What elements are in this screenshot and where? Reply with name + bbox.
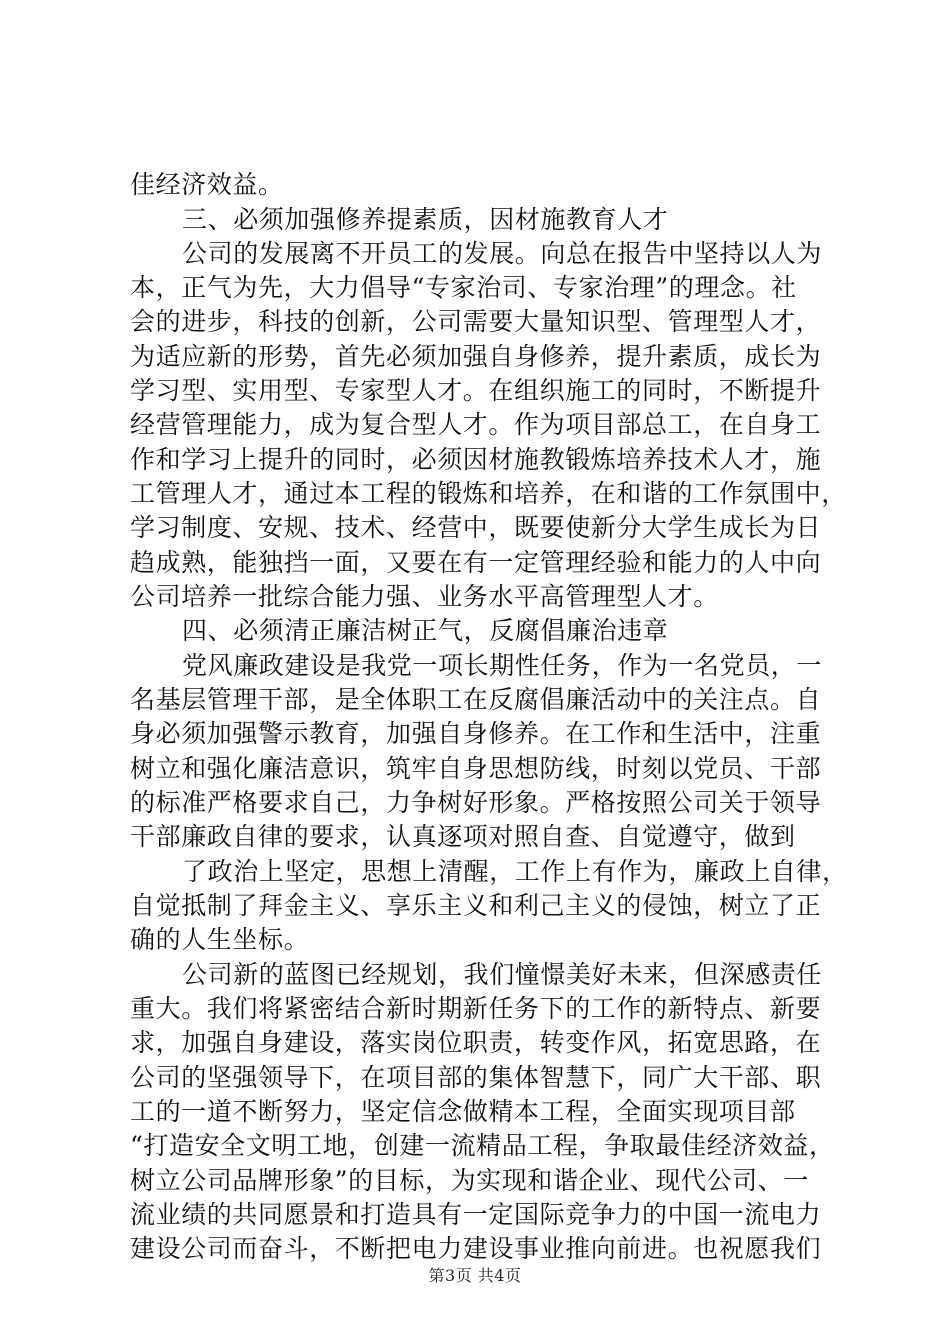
text-line: 学习型、实用型、专家型人才。在组织施工的同时，不断提升 [130, 376, 822, 405]
text-line: 本，正气为先，大力倡导“专家治司、专家治理”的理念。社 [130, 273, 797, 302]
text-line: 工的一道不断努力，坚定信念做精本工程，全面实现项目部 [130, 1097, 796, 1126]
text-line: 经营管理能力，成为复合型人才。作为项目部总工，在自身工 [130, 410, 822, 439]
text-line: 树立和强化廉洁意识，筑牢自身思想防线，时刻以党员、干部 [130, 754, 822, 783]
text-line: 名基层管理干部，是全体职工在反腐倡廉活动中的关注点。自 [130, 685, 822, 714]
text-line: “打造安全文明工地，创建一流精品工程，争取最佳经济效益， [130, 1131, 835, 1160]
section-heading-3: 三、必须加强修养提素质，因材施教育人才 [182, 205, 669, 234]
text-line: 建设公司而奋斗，不断把电力建设事业推向前进。也祝愿我们 [130, 1234, 822, 1263]
text-line: 党风廉政建设是我党一项长期性任务，作为一名党员，一 [182, 651, 823, 680]
section-heading-4: 四、必须清正廉洁树正气，反腐倡廉治违章 [182, 616, 669, 645]
text-line: 公司培养一批综合能力强、业务水平高管理型人才。 [130, 582, 719, 611]
text-line: 求，加强自身建设，落实岗位职责，转变作风，拓宽思路，在 [130, 1028, 822, 1057]
text-line: 公司的发展离不开员工的发展。向总在报告中坚持以人为 [182, 239, 823, 268]
text-line: 为适应新的形势，首先必须加强自身修养，提升素质，成长为 [130, 342, 822, 371]
text-line: 会的进步，科技的创新，公司需要大量知识型、管理型人才， [130, 307, 822, 336]
text-line: 的标准严格要求自己，力争树好形象。严格按照公司关于领导 [130, 788, 822, 817]
text-line: 重大。我们将紧密结合新时期新任务下的工作的新特点、新要 [130, 994, 822, 1023]
text-line: 工管理人才，通过本工程的锻炼和培养，在和谐的工作氛围中， [130, 479, 847, 508]
text-line: 作和学习上提升的同时，必须因材施教锻炼培养技术人才，施 [130, 445, 822, 474]
text-line: 自觉抵制了拜金主义、享乐主义和利己主义的侵蚀，树立了正 [130, 891, 822, 920]
text-line: 学习制度、安规、技术、经营中，既要使新分大学生成长为日 [130, 513, 822, 542]
text-line: 树立公司品牌形象”的目标，为实现和谐企业、现代公司、一 [130, 1166, 809, 1195]
text-line: 公司新的蓝图已经规划，我们憧憬美好未来，但深感责任 [182, 960, 823, 989]
text-line: 身必须加强警示教育，加强自身修养。在工作和生活中，注重 [130, 719, 822, 748]
text-line: 确的人生坐标。 [130, 925, 310, 954]
text-line: 流业绩的共同愿景和打造具有一定国际竞争力的中国一流电力 [130, 1200, 822, 1229]
text-line: 公司的坚强领导下，在项目部的集体智慧下，同广大干部、职 [130, 1063, 822, 1092]
page-number-footer: 第3页 共4页 [428, 1266, 522, 1285]
text-line: 佳经济效益。 [130, 170, 284, 199]
text-line: 了政治上坚定，思想上清醒，工作上有作为，廉政上自律， [182, 857, 848, 886]
text-line: 干部廉政自律的要求，认真逐项对照自查、自觉遵守，做到 [130, 822, 796, 851]
text-line: 趋成熟，能独挡一面，又要在有一定管理经验和能力的人中向 [130, 548, 822, 577]
